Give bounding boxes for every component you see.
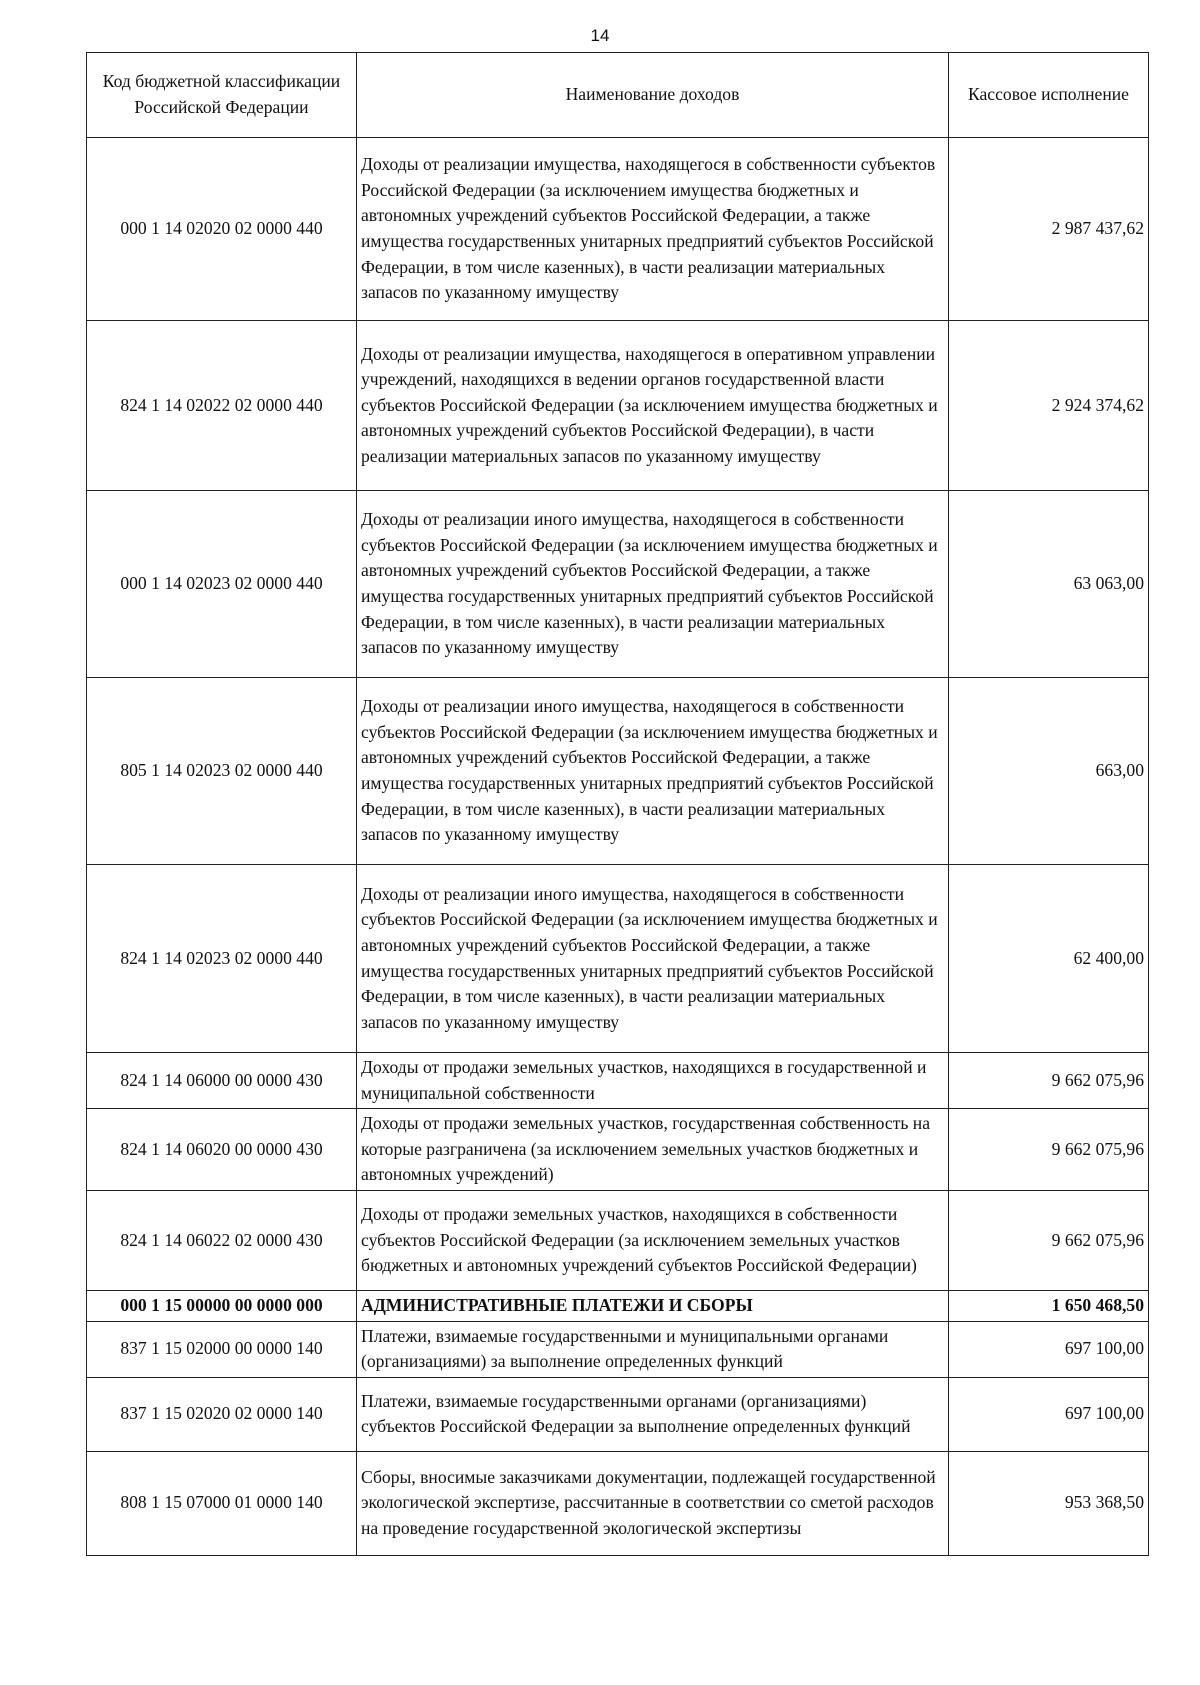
page-number: 14 — [590, 26, 610, 45]
row-amount: 697 100,00 — [949, 1377, 1149, 1451]
row-code: 837 1 15 02020 02 0000 140 — [87, 1377, 357, 1451]
row-code: 000 1 14 02023 02 0000 440 — [87, 491, 357, 678]
row-code: 824 1 14 06022 02 0000 430 — [87, 1190, 357, 1290]
table-row — [87, 1053, 1149, 1109]
revenue-table — [86, 52, 1149, 1556]
row-code: 000 1 14 02020 02 0000 440 — [87, 138, 357, 321]
row-amount: 1 650 468,50 — [949, 1290, 1149, 1321]
row-name: Доходы от продажи земельных участков, находящихся в государственной и муниципальной собственности — [357, 1053, 949, 1109]
row-code: 824 1 14 02023 02 0000 440 — [87, 865, 357, 1053]
row-code: 824 1 14 06000 00 0000 430 — [87, 1053, 357, 1109]
table-header-row — [87, 53, 1149, 138]
row-amount: 62 400,00 — [949, 865, 1149, 1053]
table-row — [87, 138, 1149, 321]
table-row — [87, 491, 1149, 678]
row-name: Доходы от реализации имущества, находящегося в собственности субъектов Российской Федерации (за исключением имущества бюджетных и автономных учреждений субъектов Российской Федерации, а также имущества государственных унитарных предприятий субъектов Российской Федерации, в том числе казенных), в части реализации материальных запасов по указанному имуществу — [357, 138, 949, 321]
table-row — [87, 1190, 1149, 1290]
row-name: АДМИНИСТРАТИВНЫЕ ПЛАТЕЖИ И СБОРЫ — [357, 1290, 949, 1321]
row-code: 837 1 15 02000 00 0000 140 — [87, 1321, 357, 1377]
row-amount: 2 924 374,62 — [949, 321, 1149, 491]
row-amount: 9 662 075,96 — [949, 1109, 1149, 1191]
row-code: 824 1 14 06020 00 0000 430 — [87, 1109, 357, 1191]
header-amount: Кассовое исполнение — [949, 53, 1149, 138]
row-name: Доходы от реализации имущества, находящегося в оперативном управлении учреждений, находящихся в ведении органов государственной власти субъектов Российской Федерации (за исключением имущества бюджетных и автономных учреждений субъектов Российской Федерации), в части реализации материальных запасов по указанному имуществу — [357, 321, 949, 491]
table-row — [87, 678, 1149, 865]
row-name: Сборы, вносимые заказчиками документации, подлежащей государственной экологической экспертизе, рассчитанные в соответствии со сметой расходов на проведение государственной экологической экспертизы — [357, 1451, 949, 1555]
row-name: Платежи, взимаемые государственными и муниципальными органами (организациями) за выполнение определенных функций — [357, 1321, 949, 1377]
row-code: 824 1 14 02022 02 0000 440 — [87, 321, 357, 491]
row-name: Доходы от реализации иного имущества, находящегося в собственности субъектов Российской Федерации (за исключением имущества бюджетных и автономных учреждений субъектов Российской Федерации, а также имущества государственных унитарных предприятий субъектов Российской Федерации, в том числе казенных), в части реализации материальных запасов по указанному имуществу — [357, 491, 949, 678]
row-amount: 63 063,00 — [949, 491, 1149, 678]
header-name: Наименование доходов — [357, 53, 949, 138]
row-name: Доходы от продажи земельных участков, государственная собственность на которые разграничена (за исключением земельных участков бюджетных и автономных учреждений) — [357, 1109, 949, 1191]
row-name: Доходы от реализации иного имущества, находящегося в собственности субъектов Российской Федерации (за исключением имущества бюджетных и автономных учреждений субъектов Российской Федерации, а также имущества государственных унитарных предприятий субъектов Российской Федерации, в том числе казенных), в части реализации материальных запасов по указанному имуществу — [357, 678, 949, 865]
table-row — [87, 1377, 1149, 1451]
row-code: 000 1 15 00000 00 0000 000 — [87, 1290, 357, 1321]
row-code: 808 1 15 07000 01 0000 140 — [87, 1451, 357, 1555]
row-amount: 2 987 437,62 — [949, 138, 1149, 321]
table-row — [87, 1321, 1149, 1377]
table-row — [87, 1109, 1149, 1191]
row-name: Доходы от реализации иного имущества, находящегося в собственности субъектов Российской Федерации (за исключением имущества бюджетных и автономных учреждений субъектов Российской Федерации, а также имущества государственных унитарных предприятий субъектов Российской Федерации, в том числе казенных), в части реализации материальных запасов по указанному имуществу — [357, 865, 949, 1053]
row-amount: 9 662 075,96 — [949, 1190, 1149, 1290]
row-code: 805 1 14 02023 02 0000 440 — [87, 678, 357, 865]
row-name: Доходы от продажи земельных участков, находящихся в собственности субъектов Российской Федерации (за исключением земельных участков бюджетных и автономных учреждений субъектов Российской Федерации) — [357, 1190, 949, 1290]
row-name: Платежи, взимаемые государственными органами (организациями) субъектов Российской Федерации за выполнение определенных функций — [357, 1377, 949, 1451]
table-row — [87, 865, 1149, 1053]
table-row — [87, 321, 1149, 491]
row-amount: 953 368,50 — [949, 1451, 1149, 1555]
header-code: Код бюджетной классификации Российской Федерации — [87, 53, 357, 138]
table-row-section — [87, 1290, 1149, 1321]
table-row — [87, 1451, 1149, 1555]
row-amount: 697 100,00 — [949, 1321, 1149, 1377]
row-amount: 9 662 075,96 — [949, 1053, 1149, 1109]
row-amount: 663,00 — [949, 678, 1149, 865]
